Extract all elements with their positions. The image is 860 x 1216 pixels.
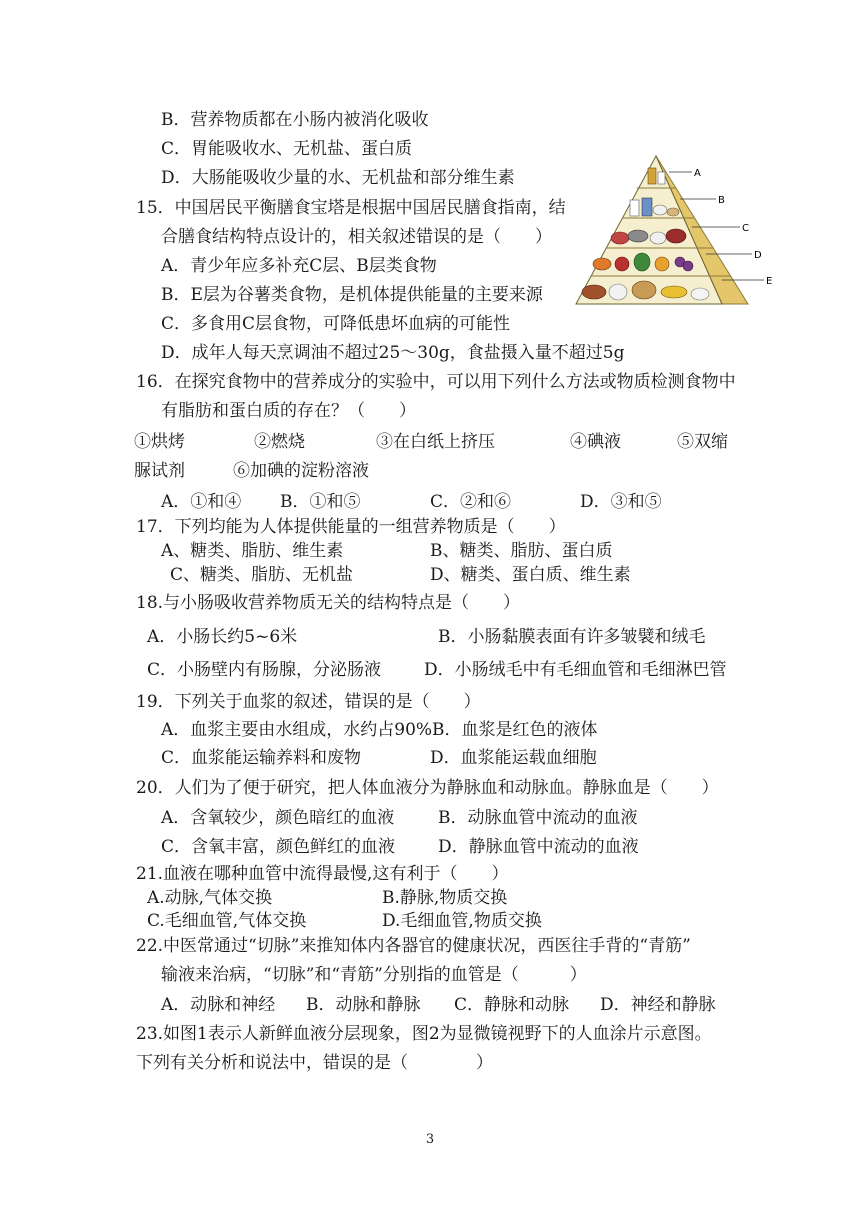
q21-option-c: C.毛细血管,气体交换 — [147, 911, 307, 931]
q22-option-d: D．神经和静脉 — [600, 995, 716, 1015]
q17-option-d: D、糖类、蛋白质、维生素 — [430, 565, 631, 585]
q16-item-5-cont: 脲试剂 — [134, 461, 185, 481]
q18-option-d: D．小肠绒毛中有毛细血管和毛细淋巴管 — [424, 660, 727, 680]
q18-stem: 18.与小肠吸收营养物质无关的结构特点是（ ） — [136, 593, 521, 613]
q22-option-c: C．静脉和动脉 — [454, 995, 570, 1015]
pyramid-label-b: B — [718, 195, 725, 206]
q20-option-a: A．含氧较少，颜色暗红的血液 — [161, 808, 395, 828]
pyramid-label-a: A — [694, 168, 701, 179]
q22-stem-line1: 22.中医常通过“切脉”来推知体内各器官的健康状况，西医往手背的“青筋” — [136, 936, 691, 956]
q21-option-d: D.毛细血管,物质交换 — [382, 911, 542, 931]
q17-option-b: B、糖类、脂肪、蛋白质 — [430, 541, 613, 561]
q19-option-b: B．血浆是红色的液体 — [432, 720, 598, 740]
q14-option-b: B．营养物质都在小肠内被消化吸收 — [161, 110, 429, 130]
q17-stem: 17．下列均能为人体提供能量的一组营养物质是（ ） — [136, 517, 566, 537]
q16-option-d: D．③和⑤ — [580, 492, 662, 512]
q14-option-d: D．大肠能吸收少量的水、无机盐和部分维生素 — [161, 168, 515, 188]
q16-option-c: C．②和⑥ — [430, 492, 512, 512]
q16-item-2: ②燃烧 — [254, 432, 305, 452]
q22-option-a: A．动脉和神经 — [161, 995, 276, 1015]
q22-stem-line2: 输液来治病，“切脉”和“青筋”分别指的血管是（ ） — [161, 965, 587, 985]
q18-option-b: B．小肠黏膜表面有许多皱襞和绒毛 — [438, 627, 706, 647]
pyramid-label-d: D — [754, 250, 762, 261]
q16-stem-line1: 16．在探究食物中的营养成分的实验中，可以用下列什么方法或物质检测食物中 — [136, 372, 736, 392]
q23-stem-line2: 下列有关分析和说法中，错误的是（ ） — [136, 1053, 493, 1073]
q14-option-c: C．胃能吸收水、无机盐、蛋白质 — [161, 139, 413, 159]
q19-stem: 19．下列关于血浆的叙述，错误的是（ ） — [136, 692, 481, 712]
page-number: 3 — [425, 1132, 435, 1147]
pyramid-label-c: C — [742, 223, 749, 234]
pyramid-label-e: E — [766, 276, 773, 287]
q23-stem-line1: 23.如图1表示人新鲜血液分层现象，图2为显微镜视野下的人血涂片示意图。 — [136, 1024, 712, 1044]
q21-stem: 21.血液在哪种血管中流得最慢,这有利于（ ） — [136, 864, 509, 884]
food-pyramid-figure — [572, 154, 782, 314]
q16-stem-line2: 有脂肪和蛋白质的存在？（ ） — [161, 401, 416, 421]
q21-option-b: B.静脉,物质交换 — [382, 888, 508, 908]
q19-option-a: A．血浆主要由水组成，水约占90% — [161, 720, 433, 740]
q16-item-4: ④碘液 — [570, 432, 621, 452]
q21-option-a: A.动脉,气体交换 — [147, 888, 273, 908]
q18-option-a: A．小肠长约5~6米 — [147, 627, 298, 647]
q20-option-b: B．动脉血管中流动的血液 — [438, 808, 638, 828]
q15-option-a: A．青少年应多补充C层、B层类食物 — [161, 256, 437, 276]
q17-option-c: C、糖类、脂肪、无机盐 — [170, 565, 354, 585]
q15-option-d: D．成年人每天烹调油不超过25～30g，食盐摄入量不超过5g — [161, 343, 625, 363]
q16-item-5: ⑤双缩 — [677, 432, 728, 452]
q19-option-d: D．血浆能运载血细胞 — [430, 748, 597, 768]
q18-option-c: C．小肠壁内有肠腺，分泌肠液 — [147, 660, 382, 680]
q15-stem-line2: 合膳食结构特点设计的，相关叙述错误的是（ ） — [161, 227, 552, 247]
q17-option-a: A、糖类、脂肪、维生素 — [161, 541, 344, 561]
q15-option-b: B．E层为谷薯类食物，是机体提供能量的主要来源 — [161, 285, 543, 305]
q16-item-3: ③在白纸上挤压 — [376, 432, 495, 452]
q20-option-c: C．含氧丰富，颜色鲜红的血液 — [161, 837, 396, 857]
q16-option-b: B．①和⑤ — [280, 492, 361, 512]
q19-option-c: C．血浆能运输养料和废物 — [161, 748, 362, 768]
q15-option-c: C．多食用C层食物，可降低患坏血病的可能性 — [161, 314, 511, 334]
q22-option-b: B．动脉和静脉 — [306, 995, 421, 1015]
q16-item-1: ①烘烤 — [134, 432, 185, 452]
q20-option-d: D．静脉血管中流动的血液 — [438, 837, 639, 857]
q16-item-6: ⑥加碘的淀粉溶液 — [233, 461, 369, 481]
q16-option-a: A．①和④ — [161, 492, 242, 512]
q20-stem: 20．人们为了便于研究，把人体血液分为静脉血和动脉血。静脉血是（ ） — [136, 778, 719, 798]
q15-stem-line1: 15．中国居民平衡膳食宝塔是根据中国居民膳食指南，结 — [136, 198, 566, 218]
